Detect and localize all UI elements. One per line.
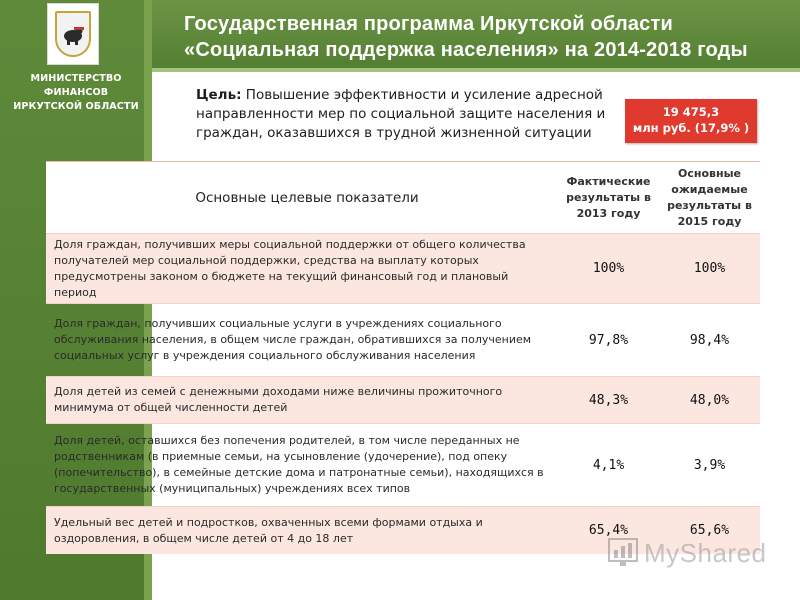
- shield-icon: [55, 11, 91, 57]
- row-actual: 97,8%: [588, 332, 629, 348]
- budget-amount: 19 475,3: [662, 105, 720, 119]
- table-row: [46, 423, 760, 506]
- row-description: Удельный вес детей и подростков, охваченных всеми формами отдыха и оздоровления, в общем числе детей от 4 до 18 лет: [54, 515, 483, 545]
- row-actual: 65,4%: [588, 523, 629, 538]
- watermark-text: MyShared: [644, 537, 767, 568]
- budget-unit: млн руб. (17,9% ): [632, 121, 750, 135]
- chart-icon: [608, 538, 638, 568]
- budget-badge: [625, 99, 757, 143]
- row-description: Доля граждан, получивших социальные услуги в учреждениях социального обслуживания населения, в общем числе граждан, обратившихся за получением социальных услуг в учреждения социального обслуживания населения: [54, 317, 532, 362]
- row-expected: 65,6%: [689, 523, 730, 538]
- ministry-line1: МИНИСТЕРСТВО ФИНАНСОВ: [30, 73, 122, 98]
- row-expected: 3,9%: [693, 457, 726, 473]
- table-row: [46, 233, 760, 303]
- watermark: [608, 532, 768, 574]
- table-row: [46, 376, 760, 423]
- row-actual: 100%: [592, 261, 625, 276]
- table-row: [46, 303, 760, 376]
- row-expected: 48,0%: [689, 392, 730, 408]
- goal-label: Цель:: [196, 87, 242, 103]
- coat-of-arms-logo: [47, 3, 99, 65]
- row-description: Доля граждан, получивших меры социальной поддержки от общего количества получателей мер социальной поддержки, средства на выплату которых предусмотрены законом о бюджете на текущий финансовый год и плановый период: [54, 237, 526, 299]
- title-header: [152, 0, 800, 72]
- table-header: [46, 161, 760, 233]
- row-description: Доля детей, оставшихся без попечения родителей, в том числе переданных не родственникам (в приемные семьи, на усыновление (удочерение), под опеку (попечительство), в семейные детские дома и патронатные семьи), находящихся в государственных (муниципальных) учреждениях всех типов: [54, 434, 544, 495]
- header-expected-2015: Основные ожидаемые результаты в 2015 году: [667, 166, 752, 228]
- header-actual-2013: Фактические результаты в 2013 году: [566, 174, 651, 220]
- ministry-name: [10, 72, 142, 114]
- row-description: Доля детей из семей с денежными доходами ниже величины прожиточного минимума от общей численности детей: [54, 385, 503, 414]
- row-expected: 98,4%: [689, 332, 730, 348]
- header-indicators: Основные целевые показатели: [195, 189, 419, 206]
- indicators-table: [46, 161, 760, 554]
- goal-text: [196, 86, 616, 143]
- row-actual: 4,1%: [592, 457, 625, 473]
- goal-body: Повышение эффективности и усиление адресной направленности мер по социальной защите населения и граждан, оказавшихся в трудной жизненной ситуации: [196, 87, 606, 141]
- page-title-line2: «Социальная поддержка населения» на 2014-2018 годы: [184, 39, 748, 61]
- row-actual: 48,3%: [588, 392, 629, 408]
- page-title-line1: Государственная программа Иркутской области: [184, 13, 674, 35]
- ministry-line2: ИРКУТСКОЙ ОБЛАСТИ: [13, 101, 139, 112]
- row-expected: 100%: [693, 261, 726, 276]
